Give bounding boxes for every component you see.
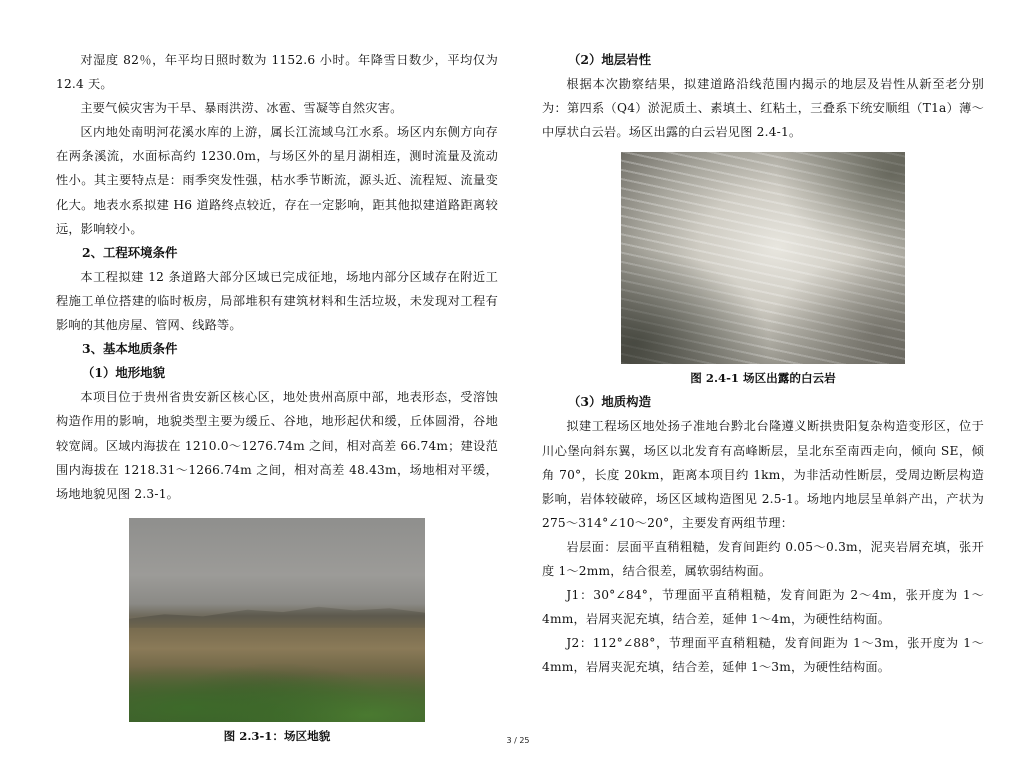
paragraph: 拟建工程场区地处扬子准地台黔北台隆遵义断拱贵阳复杂构造变形区，位于川心堡向斜东翼，场区以北发育有高峰断层，呈北东至南西走向，倾向 SE，倾角 70°，长度 20km，距离本项目约 1km，为非活动性断层，受周边断层构造影响，岩体较破碎，场区区域构造图见 2.5-1。场地内地层呈单斜产出，产状为 275～314°∠10～20°，主要发育两组节理： (542, 419, 984, 530)
paragraph: 本项目位于贵州省贵安新区核心区，地处贵州高原中部，地表形态，受溶蚀构造作用的影响，地貌类型主要为缓丘、谷地，地形起伏和缓，丘体圆滑，谷地较宽阔。区域内海拔在 1210.0～1276.74m 之间，相对高差 66.74m；建设范围内海拔在 1218.31～1266.74m 之间，相对高差 48.43m，场地相对平缓，场地地貌见图 2.3-1。 (56, 390, 498, 501)
dolomite-photo (621, 152, 905, 364)
figure-caption: 图 2.4-1 场区出露的白云岩 (690, 371, 836, 386)
right-column (542, 48, 984, 680)
section-heading: 3、基本地质条件 (82, 341, 178, 357)
page-number: 3 / 25 (506, 736, 530, 745)
subsection-heading: （2）地层岩性 (568, 52, 651, 67)
paragraph: J2：112°∠88°，节理面平直稍粗糙，发育间距为 1～3m，张开度为 1～4mm，岩屑夹泥充填，结合差，延伸 1～3m，为硬性结构面。 (542, 636, 984, 675)
paragraph: 区内地处南明河花溪水库的上游，属长江流域乌江水系。场区内东侧方向存在两条溪流，水面标高约 1230.0m，与场区外的星月湖相连，测时流量及流动性小。其主要特点是：雨季突发性强，枯水季节断流，源头近、流程短、流量变化大。地表水系拟建 H6 道路终点较近，存在一定影响，距其他拟建道路距离较远，影响较小。 (56, 125, 498, 236)
paragraph: J1：30°∠84°，节理面平直稍粗糙，发育间距为 2～4m，张开度为 1～4mm，岩屑夹泥充填，结合差，延伸 1～4m，为硬性结构面。 (542, 588, 984, 627)
landscape-photo (129, 518, 425, 722)
subsection-heading: （1）地形地貌 (82, 365, 165, 381)
foreground-vegetation (129, 652, 425, 722)
subsection-heading: （3）地质构造 (568, 394, 651, 410)
paragraph: 对湿度 82％，年平均日照时数为 1152.6 小时。年降雪日数少，平均仅为 12.4 天。 (56, 53, 498, 92)
rock-shading (621, 152, 905, 364)
left-column (56, 48, 498, 748)
paragraph: 本工程拟建 12 条道路大部分区域已完成征地，场地内部分区域存在附近工程施工单位搭建的临时板房，局部堆积有建筑材料和生活垃圾，未发现对工程有影响的其他房屋、管网、线路等。 (56, 269, 498, 333)
paragraph: 主要气候灾害为干旱、暴雨洪涝、冰雹、雪凝等自然灾害。 (80, 101, 403, 116)
figure-caption: 图 2.3-1：场区地貌 (223, 728, 331, 743)
section-heading: 2、工程环境条件 (82, 244, 178, 260)
paragraph: 根据本次勘察结果，拟建道路沿线范围内揭示的地层及岩性从新至老分别为：第四系（Q4）淤泥质土、素填土、红粘土，三叠系下统安顺组（T1a）薄～中厚状白云岩。场区出露的白云岩见图 2.4-1。 (542, 77, 984, 140)
distant-hills (129, 598, 425, 628)
paragraph: 岩层面：层面平直稍粗糙，发育间距约 0.05～0.3m，泥夹岩屑充填，张开度 1～2mm，结合很差，属软弱结构面。 (542, 539, 984, 579)
figure (56, 518, 498, 746)
figure (542, 152, 984, 388)
